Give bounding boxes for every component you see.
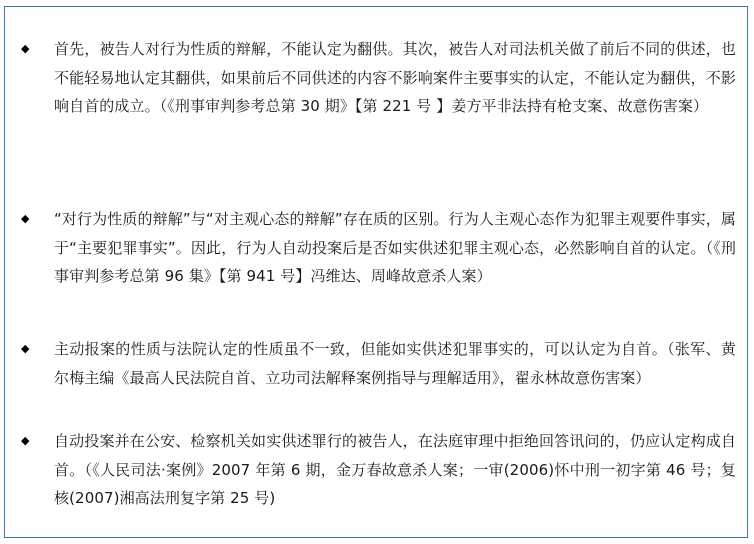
entry-text: 首先，被告人对行为性质的辩解，不能认定为翻供。其次，被告人对司法机关做了前后不同的供述，也不能轻易地认定其翻供，如果前后不同供述的内容不影响案件主要事实的认定，不能认定为翻供，不影响自首的成立。（《刑事审判参考总第 30 期》【第 221 号 】姜方平非法持有枪支案、故意伤害案） bbox=[54, 40, 736, 115]
diamond-bullet-icon: ◆ bbox=[21, 342, 30, 355]
entry-text: 主动报案的性质与法院认定的性质虽不一致，但能如实供述犯罪事实的，可以认定为自首。（张军、黄尔梅主编《最高人民法院自首、立功司法解释案例指导与理解适用》，翟永林故意伤害案） bbox=[54, 340, 736, 387]
diamond-bullet-icon: ◆ bbox=[21, 42, 30, 55]
entry-text: 自动投案并在公安、检察机关如实供述罪行的被告人，在法庭审理中拒绝回答讯问的，仍应认定构成自首。（《人民司法·案例》2007 年第 6 期，金万春故意杀人案；一审(2006)怀中刑一初字第 46 号；复核(2007)湘高法刑复字第 25 号) bbox=[54, 432, 736, 507]
diamond-bullet-icon: ◆ bbox=[21, 434, 30, 447]
entry-text: “对行为性质的辩解”与“对主观心态的辩解”存在质的区别。行为人主观心态作为犯罪主观要件事实，属于“主要犯罪事实”。因此，行为人自动投案后是否如实供述犯罪主观心态，必然影响自首的认定。（《刑事审判参考总第 96 集》【第 941 号】冯维达、周峰故意杀人案） bbox=[54, 210, 736, 285]
diamond-bullet-icon: ◆ bbox=[21, 212, 30, 225]
document-frame bbox=[4, 6, 748, 538]
